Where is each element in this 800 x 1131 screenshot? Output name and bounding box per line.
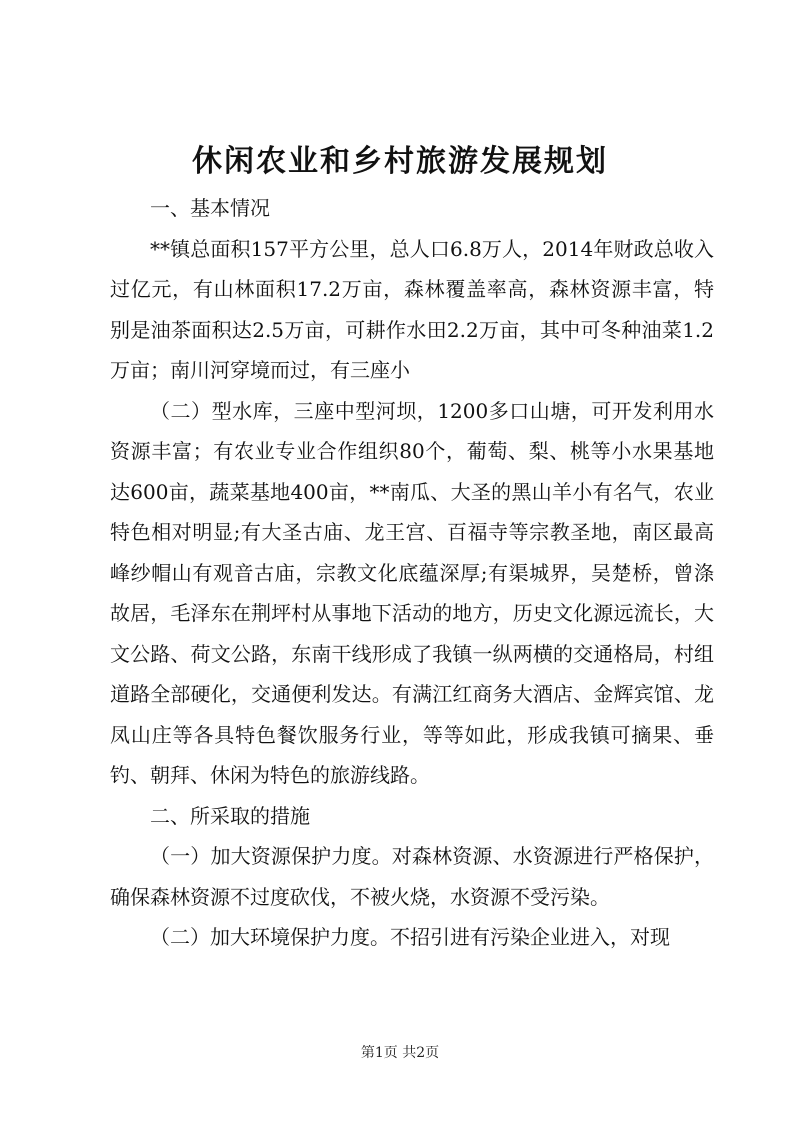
document-body (110, 188, 714, 958)
paragraph-resources: （二）型水库，三座中型河坝，1200多口山塘，可开发利用水资源丰富；有农业专业合作组织80个，葡萄、梨、桃等小水果基地达600亩，蔬菜基地400亩，**南瓜、大圣的黑山羊小有名气，农业特色相对明显;有大圣古庙、龙王宫、百福寺等宗教圣地，南区最高峰纱帽山有观音古庙，宗教文化底蕴深厚;有渠城界，吴楚桥，曾涤故居，毛泽东在荆坪村从事地下活动的地方，历史文化源远流长，大文公路、荷文公路，东南干线形成了我镇一纵两横的交通格局，村组道路全部硬化，交通便利发达。有满江红商务大酒店、金辉宾馆、龙凤山庄等各具特色餐饮服务行业，等等如此，形成我镇可摘果、垂钓、朝拜、休闲为特色的旅游线路。 (110, 398, 714, 787)
paragraph-overview: **镇总面积157平方公里，总人口6.8万人，2014年财政总收入过亿元，有山林面积17.2万亩，森林覆盖率高，森林资源丰富，特别是油茶面积达2.5万亩，可耕作水田2.2万亩，其中可冬种油菜1.2万亩；南川河穿境而过，有三座小 (110, 236, 714, 382)
section-heading-measures: 二、所采取的措施 (150, 803, 310, 828)
page-footer (0, 1043, 800, 1063)
section-heading-basic-info: 一、基本情况 (150, 196, 270, 220)
paragraph-resource-protection: （一）加大资源保护力度。对森林资源、水资源进行严格保护，确保森林资源不过度砍伐，不被火烧，水资源不受污染。 (110, 844, 714, 909)
document-title: 休闲农业和乡村旅游发展规划 (192, 144, 608, 179)
page-number-label: 第1页 共2页 (360, 1045, 440, 1061)
paragraph-environment-protection: （二）加大环境保护力度。不招引进有污染企业进入，对现 (150, 925, 670, 949)
